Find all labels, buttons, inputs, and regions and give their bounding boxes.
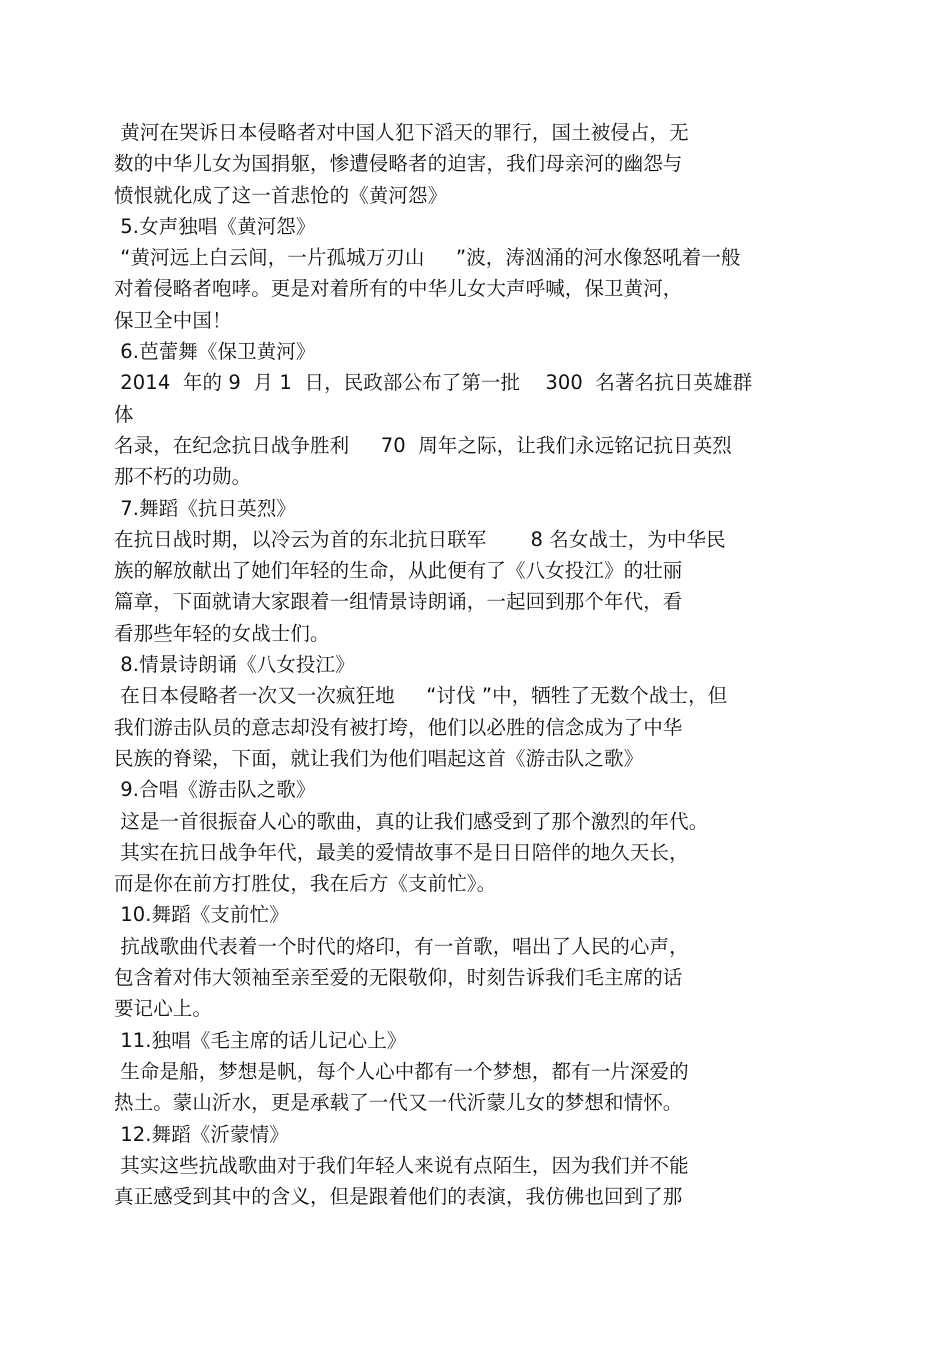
document-body bbox=[114, 117, 834, 1212]
paragraph-line: 其实在抗日战争年代，最美的爱情故事不是日日陪伴的地久天长， bbox=[114, 840, 689, 864]
paragraph-line: 我们游击队员的意志却没有被打垮，他们以必胜的信念成为了中华 bbox=[114, 715, 683, 739]
paragraph-line: 保卫全中国！ bbox=[114, 308, 232, 332]
program-item-heading: 11.独唱《毛主席的话儿记心上》 bbox=[114, 1028, 407, 1052]
paragraph-line: 包含着对伟大领袖至亲至爱的无限敬仰，时刻告诉我们毛主席的话 bbox=[114, 966, 683, 990]
program-item-heading: 10.舞蹈《支前忙》 bbox=[114, 903, 289, 927]
paragraph-line: 抗战歌曲代表着一个时代的烙印，有一首歌，唱出了人民的心声， bbox=[114, 934, 689, 958]
paragraph-line: 而是你在前方打胜仗，我在后方《支前忙》。 bbox=[114, 872, 497, 896]
program-item-heading: 8.情景诗朗诵《八女投江》 bbox=[114, 653, 355, 677]
program-item-heading: 6.芭蕾舞《保卫黄河》 bbox=[114, 340, 316, 364]
paragraph-line: 生命是船，梦想是帆，每个人心中都有一个梦想，都有一片深爱的 bbox=[114, 1059, 689, 1083]
paragraph-line: 这是一首很振奋人心的歌曲，真的让我们感受到了那个激烈的年代。 bbox=[114, 809, 709, 833]
paragraph-line: 愤恨就化成了这一首悲怆的《黄河怨》 bbox=[114, 183, 448, 207]
paragraph-line: 其实这些抗战歌曲对于我们年轻人来说有点陌生，因为我们并不能 bbox=[114, 1153, 689, 1177]
paragraph-line: 数的中华儿女为国捐躯，惨遭侵略者的迫害，我们母亲河的幽怨与 bbox=[114, 152, 683, 176]
program-item-heading: 12.舞蹈《沂蒙情》 bbox=[114, 1122, 289, 1146]
paragraph-line: 热土。蒙山沂水，更是承载了一代又一代沂蒙儿女的梦想和情怀。 bbox=[114, 1091, 683, 1115]
paragraph-line: 名录，在纪念抗日战争胜利 70 周年之际，让我们永远铭记抗日英烈 bbox=[114, 433, 732, 457]
paragraph-line: 看那些年轻的女战士们。 bbox=[114, 621, 330, 645]
paragraph-line: 2014 年的 9 月 1 日，民政部公布了第一批 300 名著名抗日英雄群 bbox=[114, 371, 753, 395]
paragraph-line: 篇章，下面就请大家跟着一组情景诗朗诵，一起回到那个年代，看 bbox=[114, 590, 683, 614]
paragraph-line: 要记心上。 bbox=[114, 997, 213, 1021]
paragraph-line: 族的解放献出了她们年轻的生命，从此便有了《八女投江》的壮丽 bbox=[114, 559, 683, 583]
paragraph-line: 对着侵略者咆哮。更是对着所有的中华儿女大声呼喊，保卫黄河， bbox=[114, 277, 683, 301]
program-item-heading: 7.舞蹈《抗日英烈》 bbox=[114, 496, 296, 520]
paragraph-line: 体 bbox=[114, 402, 134, 426]
paragraph-line: 真正感受到其中的含义，但是跟着他们的表演，我仿佛也回到了那 bbox=[114, 1185, 683, 1209]
program-item-heading: 9.合唱《游击队之歌》 bbox=[114, 778, 316, 802]
program-item-heading: 5.女声独唱《黄河怨》 bbox=[114, 214, 316, 238]
paragraph-line: 黄河在哭诉日本侵略者对中国人犯下滔天的罪行，国土被侵占，无 bbox=[114, 121, 689, 144]
paragraph-line: 那不朽的功勋。 bbox=[114, 465, 252, 489]
paragraph-line: 在抗日战时期，以冷云为首的东北抗日联军 8 名女战士，为中华民 bbox=[114, 527, 726, 551]
paragraph-line: “黄河远上白云间，一片孤城万刃山 ”波，涛汹涌的河水像怒吼着一般 bbox=[114, 246, 741, 270]
paragraph-line: 民族的脊梁，下面，就让我们为他们唱起这首《游击队之歌》 bbox=[114, 746, 644, 770]
paragraph-line: 在日本侵略者一次又一次疯狂地 “讨伐 ”中，牺牲了无数个战士，但 bbox=[114, 684, 728, 708]
